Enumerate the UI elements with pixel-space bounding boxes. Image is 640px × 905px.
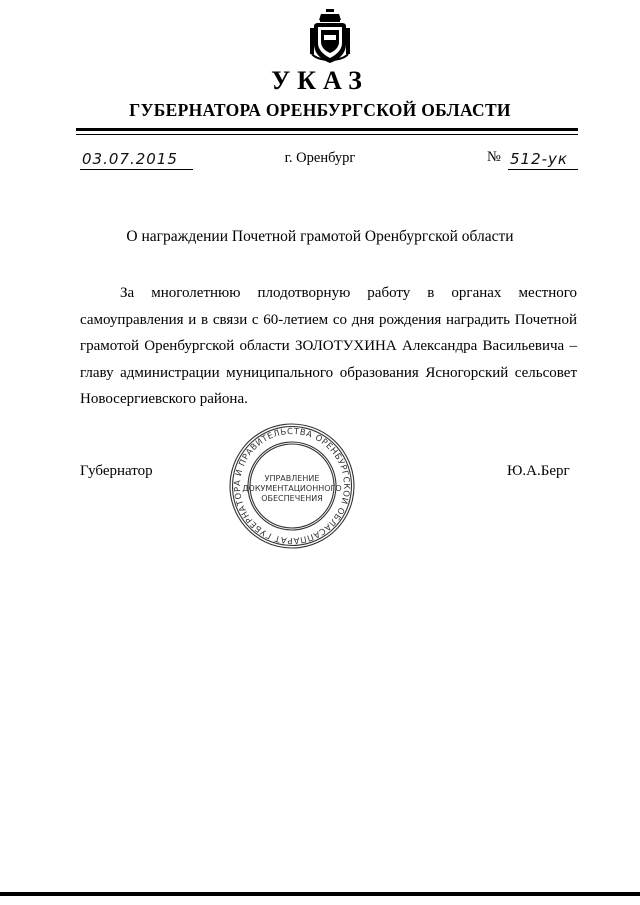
date-value: 03.07.2015 [82, 150, 178, 168]
header-divider [76, 128, 578, 131]
number-label: № [487, 149, 501, 165]
page-bottom-border [0, 892, 640, 896]
decree-heading: О награждении Почетной грамотой Оренбургской области [126, 228, 514, 245]
decree-text: За многолетнюю плодотворную работу в органах местного самоуправления и в связи с 60-летием со дня рождения наградить Почетной грамотой Оренбургской области ЗОЛОТУХИНА Александра Васильевича – главу администрации муниципального образования Ясногорский сельсовет Новосергиевского района. [80, 285, 577, 407]
document-title: УКАЗ [271, 66, 369, 95]
svg-text:АППАРАТ ГУБЕРНАТОРА И ПРАВИТЕЛ: АППАРАТ ГУБЕРНАТОРА И ПРАВИТЕЛЬСТВА ОРЕНБУРГСКОЙ ОБЛАСТИ [231, 425, 353, 547]
document-city: г. Оренбург [284, 150, 356, 166]
document-subtitle: ГУБЕРНАТОРА ОРЕНБУРГСКОЙ ОБЛАСТИ [129, 100, 511, 120]
signatory-role: Губернатор [80, 463, 153, 479]
svg-text:ДОКУМЕНТАЦИОННОГО: ДОКУМЕНТАЦИОННОГО [242, 484, 342, 493]
svg-text:ОБЕСПЕЧЕНИЯ: ОБЕСПЕЧЕНИЯ [261, 494, 323, 503]
number-underline [508, 169, 578, 170]
decree-body [80, 280, 577, 413]
number-value: 512-ук [510, 150, 568, 168]
official-stamp [227, 421, 357, 551]
signatory-name: Ю.А.Берг [507, 463, 570, 479]
date-underline [80, 169, 193, 170]
svg-text:УПРАВЛЕНИЕ: УПРАВЛЕНИЕ [264, 474, 320, 483]
header-divider-thin [76, 134, 578, 135]
coat-of-arms-icon [308, 8, 352, 64]
